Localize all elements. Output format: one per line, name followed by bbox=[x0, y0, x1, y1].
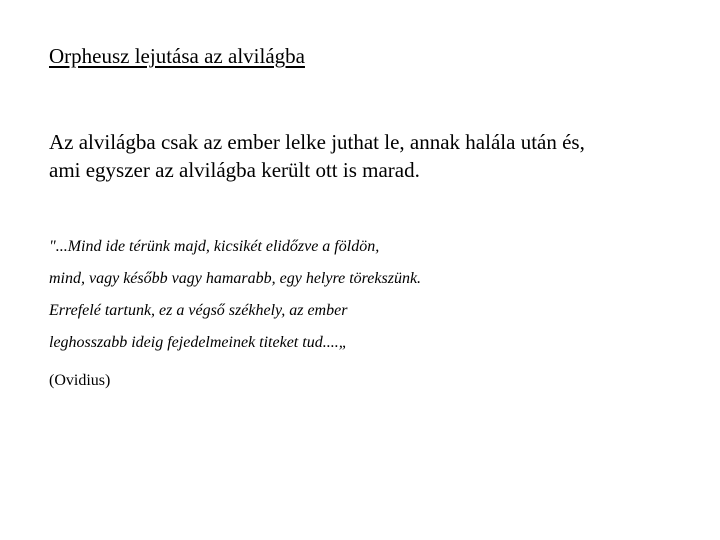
quote-author: (Ovidius) bbox=[49, 372, 111, 389]
quote-line-4: leghosszabb ideig fejedelmeinek titeket tud....„ bbox=[49, 334, 348, 351]
intro-line-1: Az alvilágba csak az ember lelke juthat le, annak halála után és, bbox=[49, 130, 585, 154]
quote-line-2: mind, vagy később vagy hamarabb, egy helyre törekszünk. bbox=[49, 270, 422, 287]
intro-paragraph bbox=[49, 128, 689, 184]
quote-line-1: "...Mind ide térünk majd, kicsikét elidőzve a földön, bbox=[49, 238, 380, 255]
intro-line-2: ami egyszer az alvilágba került ott is marad. bbox=[49, 158, 420, 182]
slide-title: Orpheusz lejutása az alvilágba bbox=[49, 44, 305, 68]
quote-line-3: Errefelé tartunk, ez a végső székhely, az ember bbox=[49, 302, 348, 319]
ovid-quote bbox=[49, 236, 689, 364]
